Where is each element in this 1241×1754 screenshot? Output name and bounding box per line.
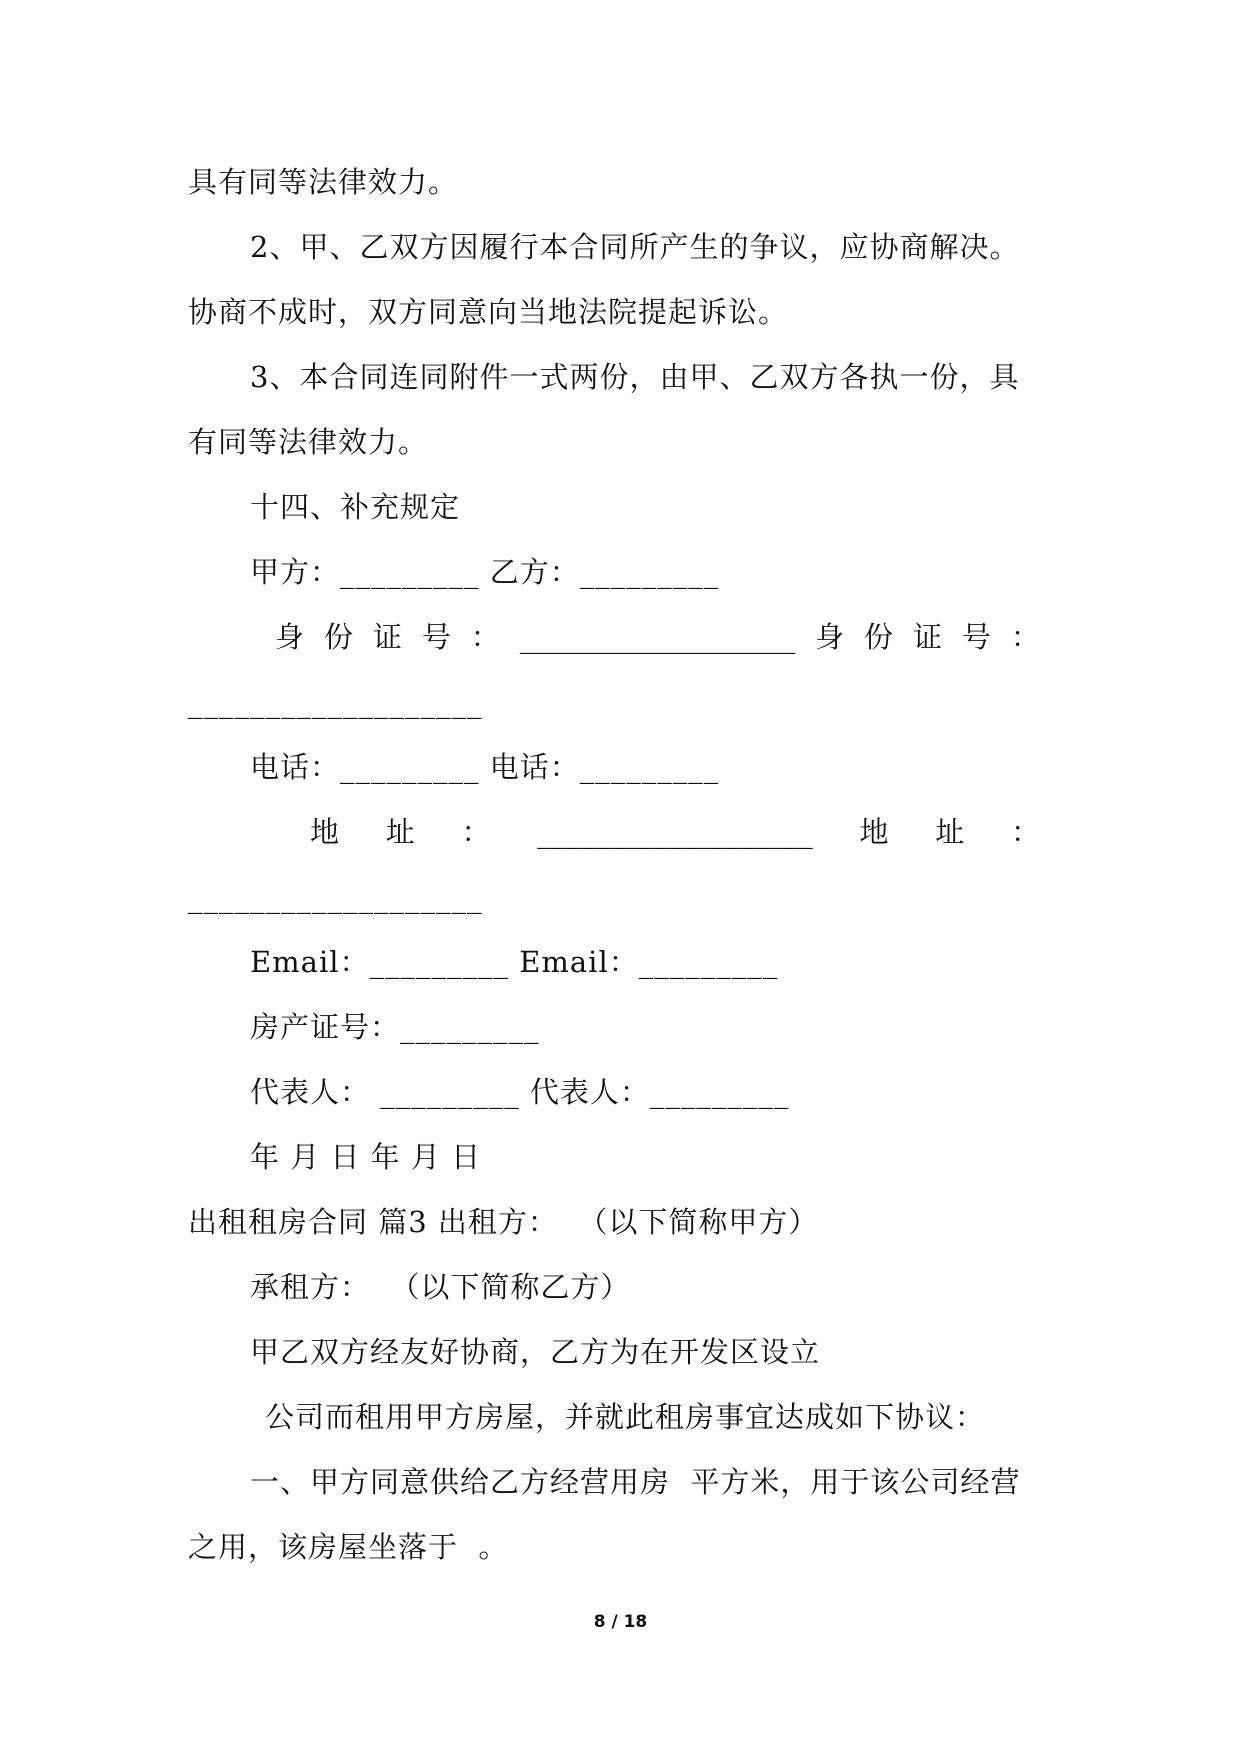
lessee-line: 承租方： （以下简称乙方） xyxy=(250,1270,631,1304)
date-line: 年 月 日 年 月 日 xyxy=(250,1140,482,1174)
address-row: 地 址 ： ___________________ 地 址 ： xyxy=(310,815,1040,849)
text-line-5: 有同等法律效力。 xyxy=(188,425,429,459)
text-line-4: 3、本合同连同附件一式两份，由甲、乙双方各执一份，具 xyxy=(250,360,1020,394)
id-number-blank: ___________________ xyxy=(188,685,483,719)
contract-title-line: 出租租房合同 篇3 出租方： （以下简称甲方） xyxy=(188,1205,819,1239)
representative-line: 代表人： _________ 代表人：_________ xyxy=(250,1075,790,1109)
property-cert-line: 房产证号：_________ xyxy=(250,1010,540,1044)
text-line-19: 一、甲方同意供给乙方经营用房 平方米，用于该公司经营 xyxy=(250,1465,1021,1499)
email-line: Email：_________ Email：_________ xyxy=(250,945,779,979)
text-line-17: 甲乙双方经友好协商，乙方为在开发区设立 xyxy=(250,1335,821,1369)
text-line-20: 之用，该房屋坐落于 。 xyxy=(188,1530,509,1564)
text-line-18: 公司而租用甲方房屋，并就此租房事宜达成如下协议： xyxy=(265,1400,986,1434)
page-number: 8 / 18 xyxy=(593,1612,648,1632)
text-line-3: 协商不成时，双方同意向当地法院提起诉讼。 xyxy=(188,295,789,329)
id-number-row: 身 份 证 号 ： ___________________ 身 份 证 号 ： xyxy=(275,620,1040,654)
address-blank: ___________________ xyxy=(188,880,483,914)
text-line-2: 2、甲、乙双方因履行本合同所产生的争议，应协商解决。 xyxy=(250,230,1020,264)
section-heading: 十四、补充规定 xyxy=(250,490,461,524)
party-line: 甲方：_________ 乙方：_________ xyxy=(250,555,720,589)
phone-line: 电话：_________ 电话：_________ xyxy=(250,750,720,784)
text-line-1: 具有同等法律效力。 xyxy=(188,165,459,199)
